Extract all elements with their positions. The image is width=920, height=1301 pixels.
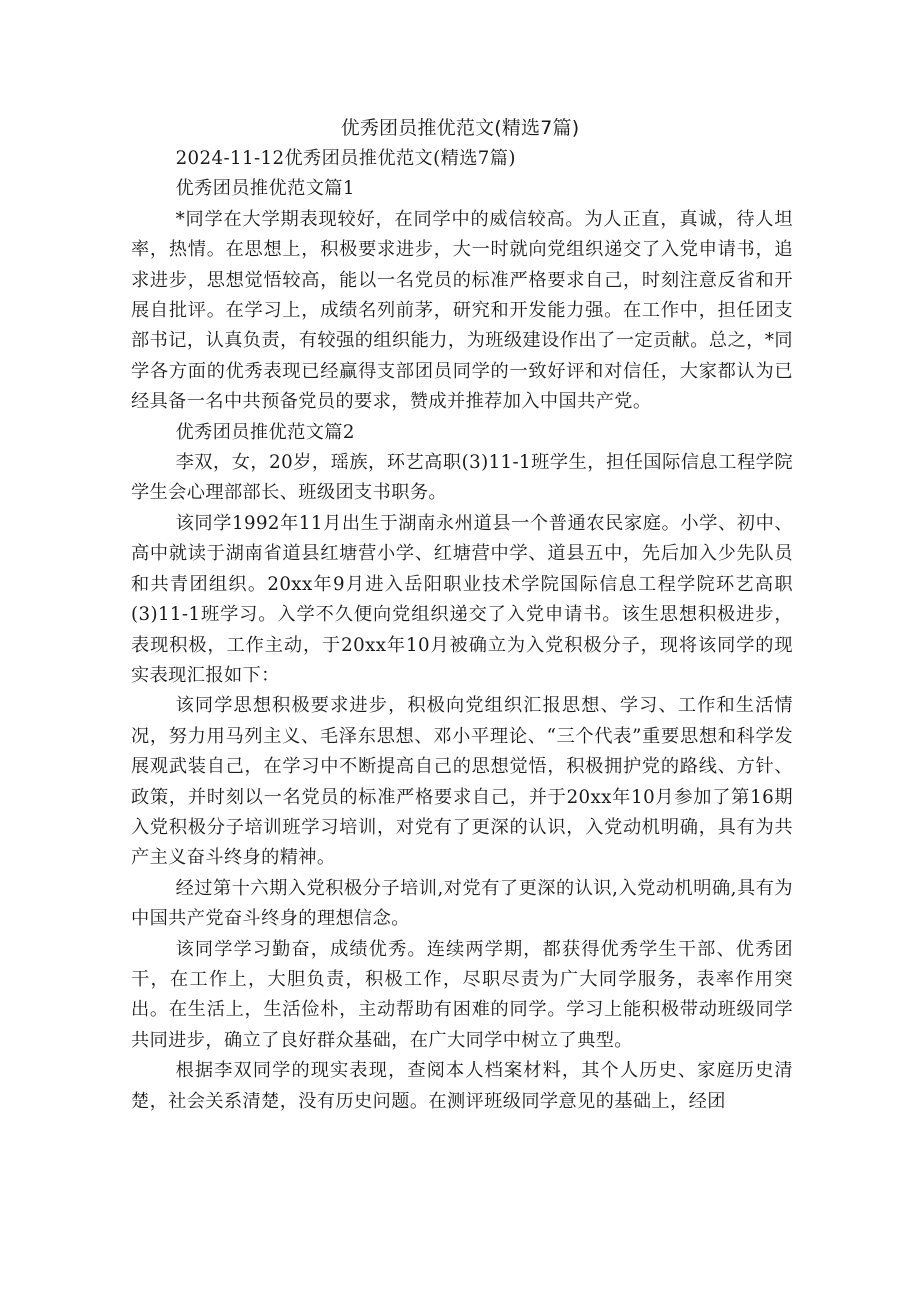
- document-body: [131, 144, 793, 1117]
- body-paragraph: 该同学学习勤奋，成绩优秀。连续两学期，都获得优秀学生干部、优秀团干，在工作上，大胆负责，积极工作，尽职尽责为广大同学服务，表率作用突出。在生活上，生活俭朴，主动帮助有困难的同学。学习上能积极带动班级同学共同进步，确立了良好群众基础，在广大同学中树立了典型。: [131, 938, 793, 1051]
- body-paragraph: 根据李双同学的现实表现，查阅本人档案材料，其个人历史、家庭历史清楚，社会关系清楚，没有历史问题。在测评班级同学意见的基础上，经团: [131, 1060, 793, 1112]
- body-paragraph: 该同学1992年11月出生于湖南永州道县一个普通农民家庭。小学、初中、高中就读于湖南省道县红塘营小学、红塘营中学、道县五中，先后加入少先队员和共青团组织。20xx年9月进入岳阳职业技术学院国际信息工程学院环艺高职(3)11-1班学习。入学不久便向党组织递交了入党申请书。该生思想积极进步，表现积极，工作主动，于20xx年10月被确立为入党积极分子，现将该同学的现实表现汇报如下：: [131, 512, 793, 686]
- body-paragraph: 李双，女，20岁，瑶族，环艺高职(3)11-1班学生，担任国际信息工程学院学生会心理部部长、班级团支书职务。: [131, 452, 793, 504]
- body-paragraph: 该同学思想积极要求进步，积极向党组织汇报思想、学习、工作和生活情况，努力用马列主义、毛泽东思想、邓小平理论、“三个代表”重要思想和科学发展观武装自己，在学习中不断提高自己的思想觉悟，积极拥护党的路线、方针、政策，并时刻以一名党员的标准严格要求自己，并于20xx年10月参加了第16期入党积极分子培训班学习培训，对党有了更深的认识，入党动机明确，具有为共产主义奋斗终身的精神。: [131, 695, 793, 869]
- body-paragraph: 经过第十六期入党积极分子培训,对党有了更深的认识,入党动机明确,具有为中国共产党奋斗终身的理想信念。: [131, 877, 793, 930]
- body-paragraph: *同学在大学期表现较好，在同学中的威信较高。为人正直，真诚，待人坦率，热情。在思想上，积极要求进步，大一时就向党组织递交了入党申请书，追求进步，思想觉悟较高，能以一名党员的标准严格要求自己，时刻注意反省和开展自批评。在学习上，成绩名列前茅，研究和开发能力强。在工作中，担任团支部书记，认真负责，有较强的组织能力，为班级建设作出了一定贡献。总之，*同学各方面的优秀表现已经赢得支部团员同学的一致好评和对信任，大家都认为已经具备一名中共预备党员的要求，赞成并推荐加入中国共产党。: [131, 208, 793, 413]
- section-heading: 优秀团员推优范文篇1: [175, 178, 355, 200]
- document-title: 优秀团员推优范文(精选7篇): [340, 117, 580, 139]
- date-line: 2024-11-12优秀团员推优范文(精选7篇): [175, 148, 516, 169]
- section-heading: 优秀团员推优范文篇2: [175, 421, 355, 443]
